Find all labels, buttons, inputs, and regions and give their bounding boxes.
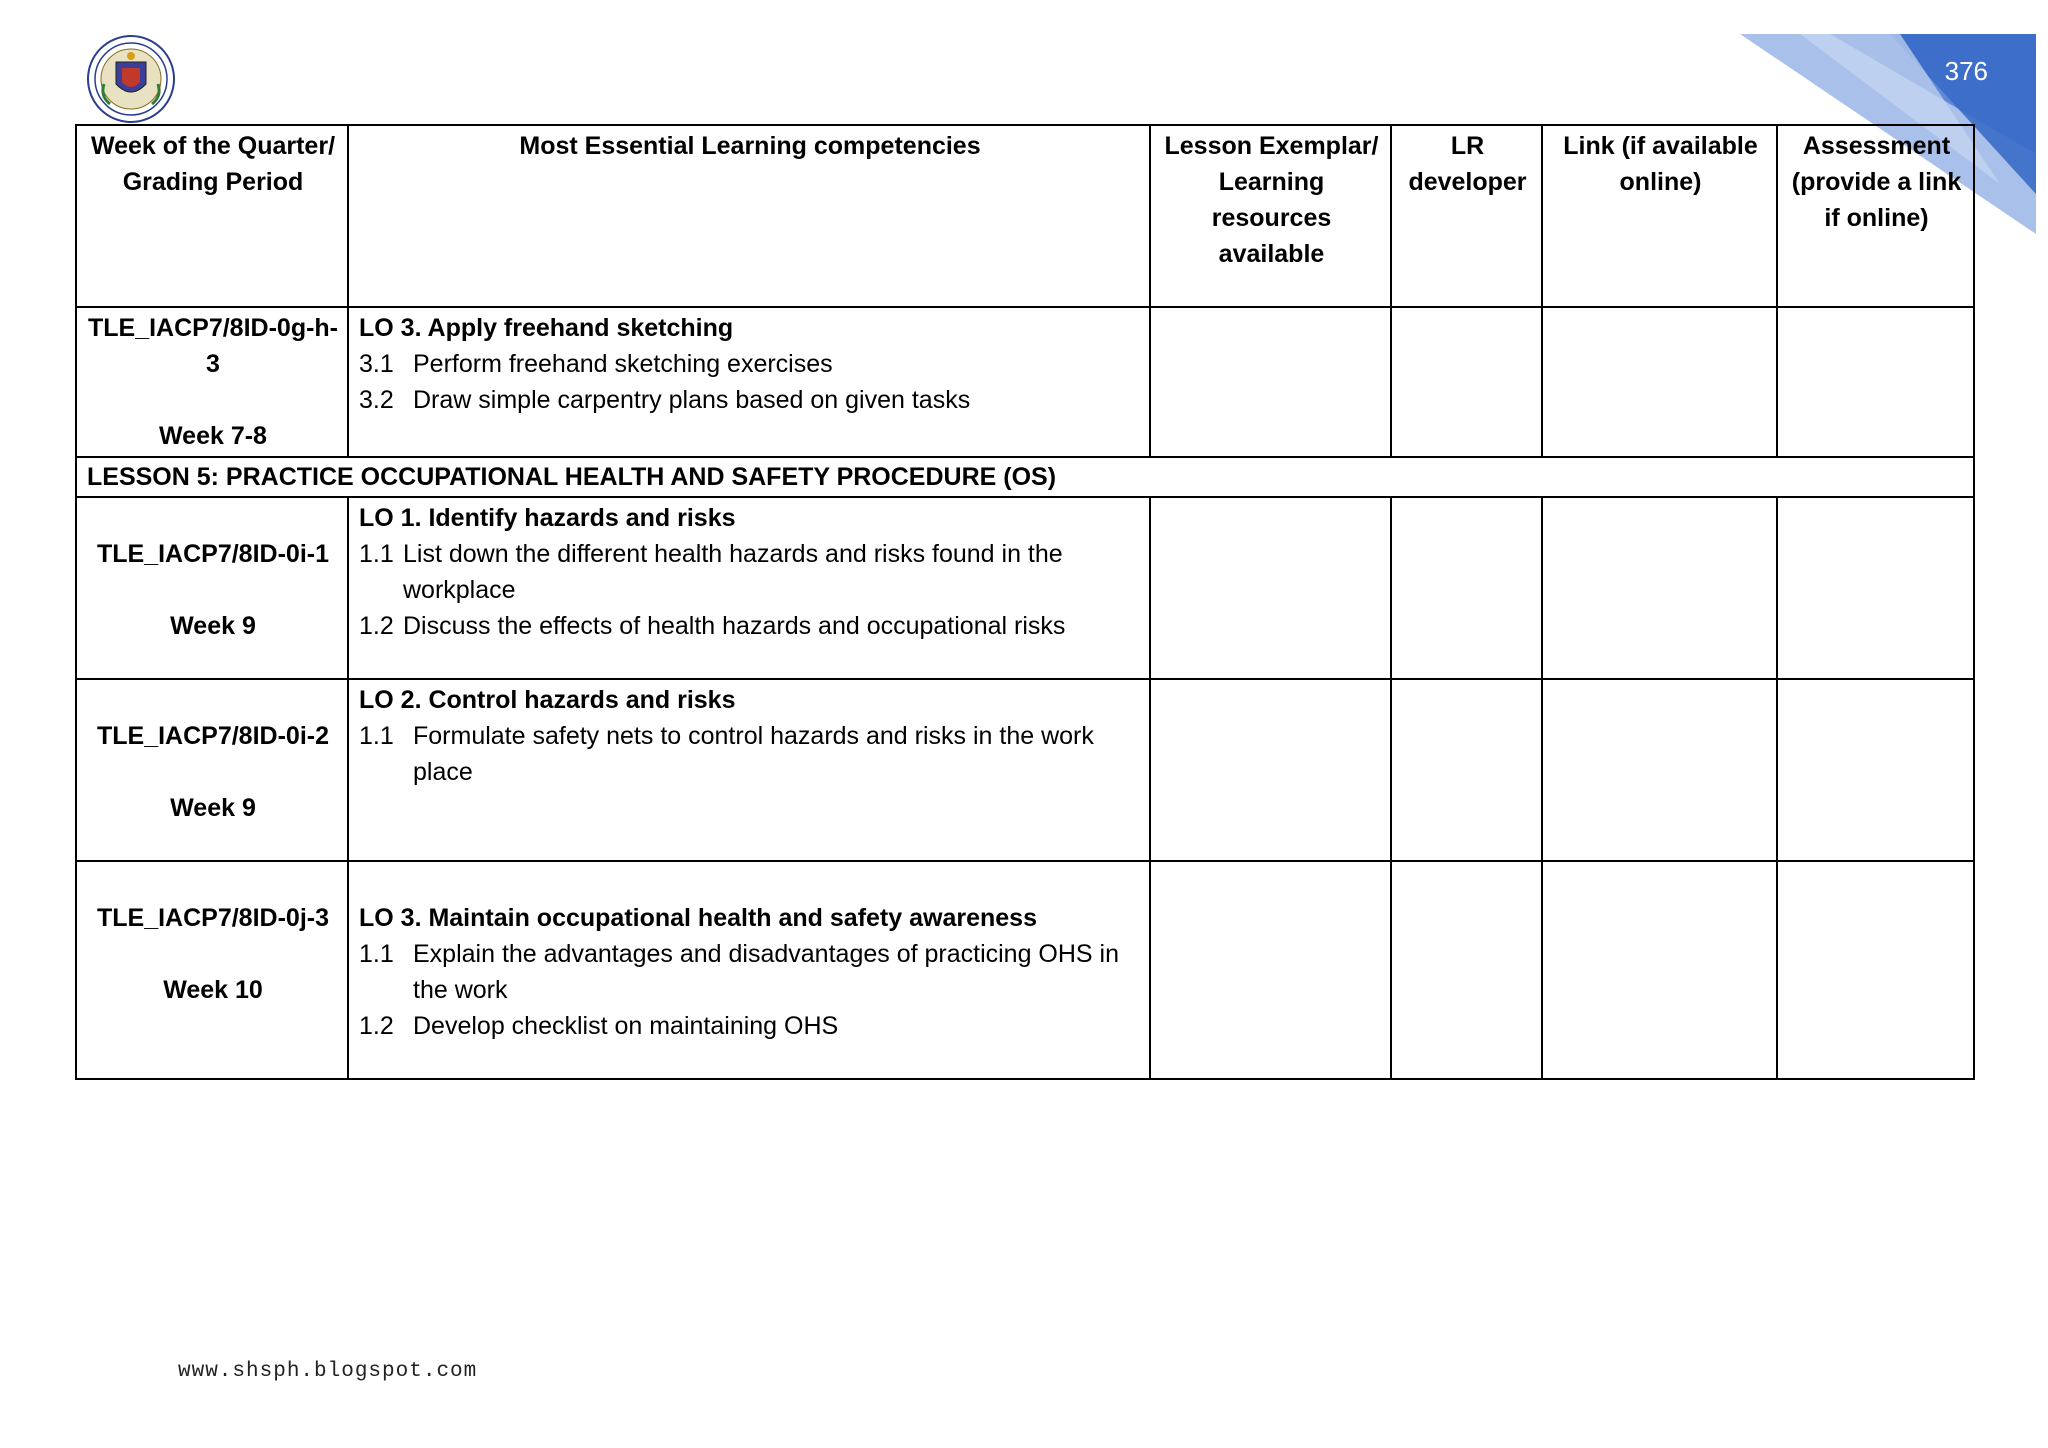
table-row xyxy=(76,307,1974,457)
empty-cell xyxy=(1542,679,1777,861)
item-number: 3.1 xyxy=(359,350,394,378)
competency-code: TLE_IACP7/8ID-0i-1 xyxy=(96,540,329,568)
item-number: 1.2 xyxy=(359,1012,394,1040)
item-text: Perform freehand sketching exercises xyxy=(413,350,833,378)
empty-cell xyxy=(1542,861,1777,1079)
competency-code: TLE_IACP7/8ID-0i-2 xyxy=(96,722,329,750)
empty-cell xyxy=(1391,861,1542,1079)
item-text: Formulate safety nets to control hazards and risks in the work place xyxy=(413,722,1094,786)
lesson-title: LESSON 5: PRACTICE OCCUPATIONAL HEALTH AND SAFETY PROCEDURE (OS) xyxy=(76,457,1974,497)
empty-cell xyxy=(1777,861,1974,1079)
lo-title: LO 1. Identify hazards and risks xyxy=(359,504,736,532)
header-lr-developer: LR developer xyxy=(1391,125,1542,307)
item-text: Draw simple carpentry plans based on given tasks xyxy=(413,386,971,414)
competency-cell xyxy=(348,861,1150,1079)
empty-cell xyxy=(1777,307,1974,457)
list-item xyxy=(359,382,1141,418)
item-text: Discuss the effects of health hazards and occupational risks xyxy=(403,612,1066,640)
empty-cell xyxy=(1150,861,1391,1079)
table-row xyxy=(76,679,1974,861)
list-item xyxy=(359,936,1141,1008)
list-item xyxy=(359,718,1141,790)
empty-cell xyxy=(1150,307,1391,457)
code-cell xyxy=(76,679,348,861)
competency-code: TLE_IACP7/8ID-0g-h-3 xyxy=(87,314,339,378)
table-row xyxy=(76,861,1974,1079)
table-header-row xyxy=(76,125,1974,307)
item-number: 1.1 xyxy=(359,540,394,568)
competency-cell xyxy=(348,307,1150,457)
header-lesson-exemplar: Lesson Exemplar/ Learning resources available xyxy=(1150,125,1391,307)
week-label: Week 9 xyxy=(170,794,256,822)
deped-seal-icon xyxy=(86,34,176,124)
empty-cell xyxy=(1150,679,1391,861)
list-item xyxy=(359,1008,1141,1044)
list-item xyxy=(359,536,1141,608)
code-cell xyxy=(76,861,348,1079)
empty-cell xyxy=(1542,497,1777,679)
code-cell xyxy=(76,307,348,457)
list-item xyxy=(359,346,1141,382)
empty-cell xyxy=(1150,497,1391,679)
lo-title: LO 3. Maintain occupational health and safety awareness xyxy=(359,904,1037,932)
empty-cell xyxy=(1777,497,1974,679)
lo-title: LO 2. Control hazards and risks xyxy=(359,686,736,714)
header-competencies: Most Essential Learning competencies xyxy=(348,125,1150,307)
header-assessment: Assessment (provide a link if online) xyxy=(1777,125,1974,307)
competency-cell xyxy=(348,497,1150,679)
item-number: 1.1 xyxy=(359,940,394,968)
code-cell xyxy=(76,497,348,679)
header-week: Week of the Quarter/ Grading Period xyxy=(76,125,348,307)
item-number: 3.2 xyxy=(359,386,394,414)
competency-cell xyxy=(348,679,1150,861)
lo-title: LO 3. Apply freehand sketching xyxy=(359,314,734,342)
item-number: 1.2 xyxy=(359,612,394,640)
footer-url: www.shsph.blogspot.com xyxy=(178,1360,478,1383)
item-text: List down the different health hazards and risks found in the workplace xyxy=(403,540,1063,604)
competency-table xyxy=(75,124,1975,1080)
empty-cell xyxy=(1542,307,1777,457)
item-number: 1.1 xyxy=(359,722,394,750)
header-link: Link (if available online) xyxy=(1542,125,1777,307)
page-number: 376 xyxy=(1944,56,1988,86)
empty-cell xyxy=(1777,679,1974,861)
item-text: Explain the advantages and disadvantages of practicing OHS in the work xyxy=(413,940,1120,1004)
list-item xyxy=(359,608,1141,644)
empty-cell xyxy=(1391,679,1542,861)
item-text: Develop checklist on maintaining OHS xyxy=(413,1012,839,1040)
lesson-header-row xyxy=(76,457,1974,497)
empty-cell xyxy=(1391,497,1542,679)
empty-cell xyxy=(1391,307,1542,457)
week-label: Week 9 xyxy=(170,612,256,640)
week-label: Week 10 xyxy=(163,976,263,1004)
week-label: Week 7-8 xyxy=(159,422,267,450)
table-row xyxy=(76,497,1974,679)
competency-code: TLE_IACP7/8ID-0j-3 xyxy=(96,904,329,932)
